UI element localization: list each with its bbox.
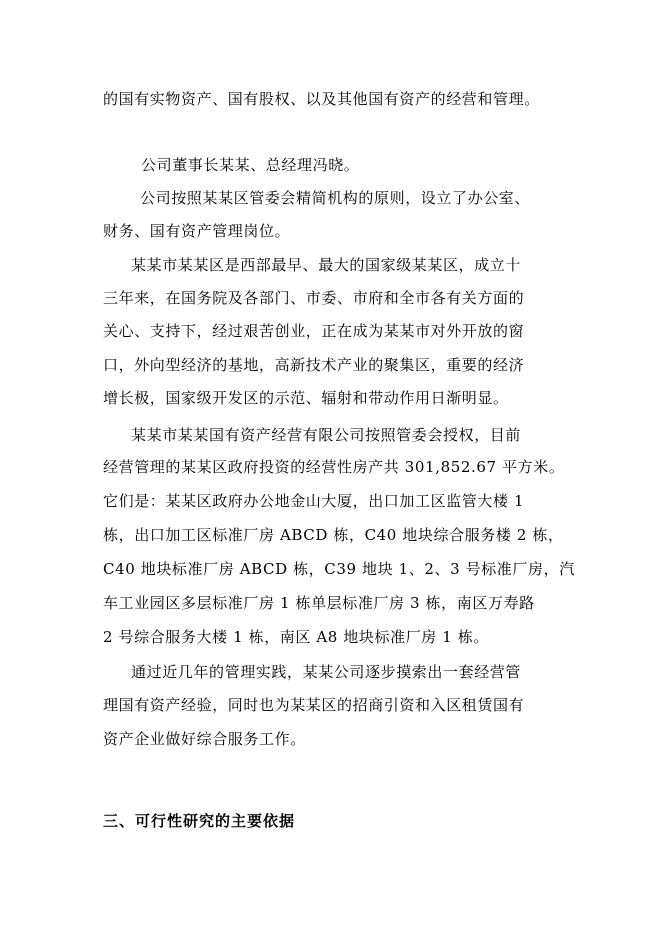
text-line: 关心、支持下，经过艰苦创业，正在成为某某市对外开放的窗 xyxy=(103,322,525,340)
text-line: 口，外向型经济的基地，高新技术产业的聚集区，重要的经济 xyxy=(103,356,525,374)
text-line: 公司董事长某某、总经理冯晓。 xyxy=(141,156,360,174)
text-line: 公司按照某某区管委会精简机构的原则，设立了办公室、 xyxy=(140,189,531,207)
text-line: 通过近几年的管理实践，某某公司逐步摸索出一套经营管 xyxy=(131,663,522,681)
text-line: 某某市某某区是西部最早、最大的国家级某某区，成立十 xyxy=(131,256,522,274)
text-line: 理国有资产经验，同时也为某某区的招商引资和入区租赁国有 xyxy=(103,696,525,714)
text-line: 某某市某某国有资产经营有限公司按照管委会授权，目前 xyxy=(131,426,522,444)
text-line: C40 地块标准厂房 ABCD 栋，C39 地块 1、2、3 号标准厂房，汽 xyxy=(103,560,575,578)
text-line: 资产企业做好综合服务工作。 xyxy=(103,730,306,748)
text-line: 它们是：某某区政府办公地金山大厦，出口加工区监管大楼 1 xyxy=(103,492,525,510)
text-line: 2 号综合服务大楼 1 栋，南区 A8 地块标准厂房 1 栋。 xyxy=(103,628,489,646)
text-line: 财务、国有资产管理岗位。 xyxy=(103,222,291,240)
section-heading: 三、可行性研究的主要依据 xyxy=(103,812,296,830)
text-line: 车工业园区多层标准厂房 1 栋单层标准厂房 3 栋，南区万寿路 xyxy=(103,594,535,612)
text-line: 增长极，国家级开发区的示范、辐射和带动作用日渐明显。 xyxy=(103,389,509,407)
text-line: 三年来，在国务院及各部门、市委、市府和全市各有关方面的 xyxy=(103,289,525,307)
text-line: 经营管理的某某区政府投资的经营性房产共 301,852.67 平方米。 xyxy=(103,458,565,476)
text-line: 的国有实物资产、国有股权、以及其他国有资产的经营和管理。 xyxy=(103,90,540,108)
text-line: 栋，出口加工区标准厂房 ABCD 栋，C40 地块综合服务楼 2 栋， xyxy=(103,526,564,544)
